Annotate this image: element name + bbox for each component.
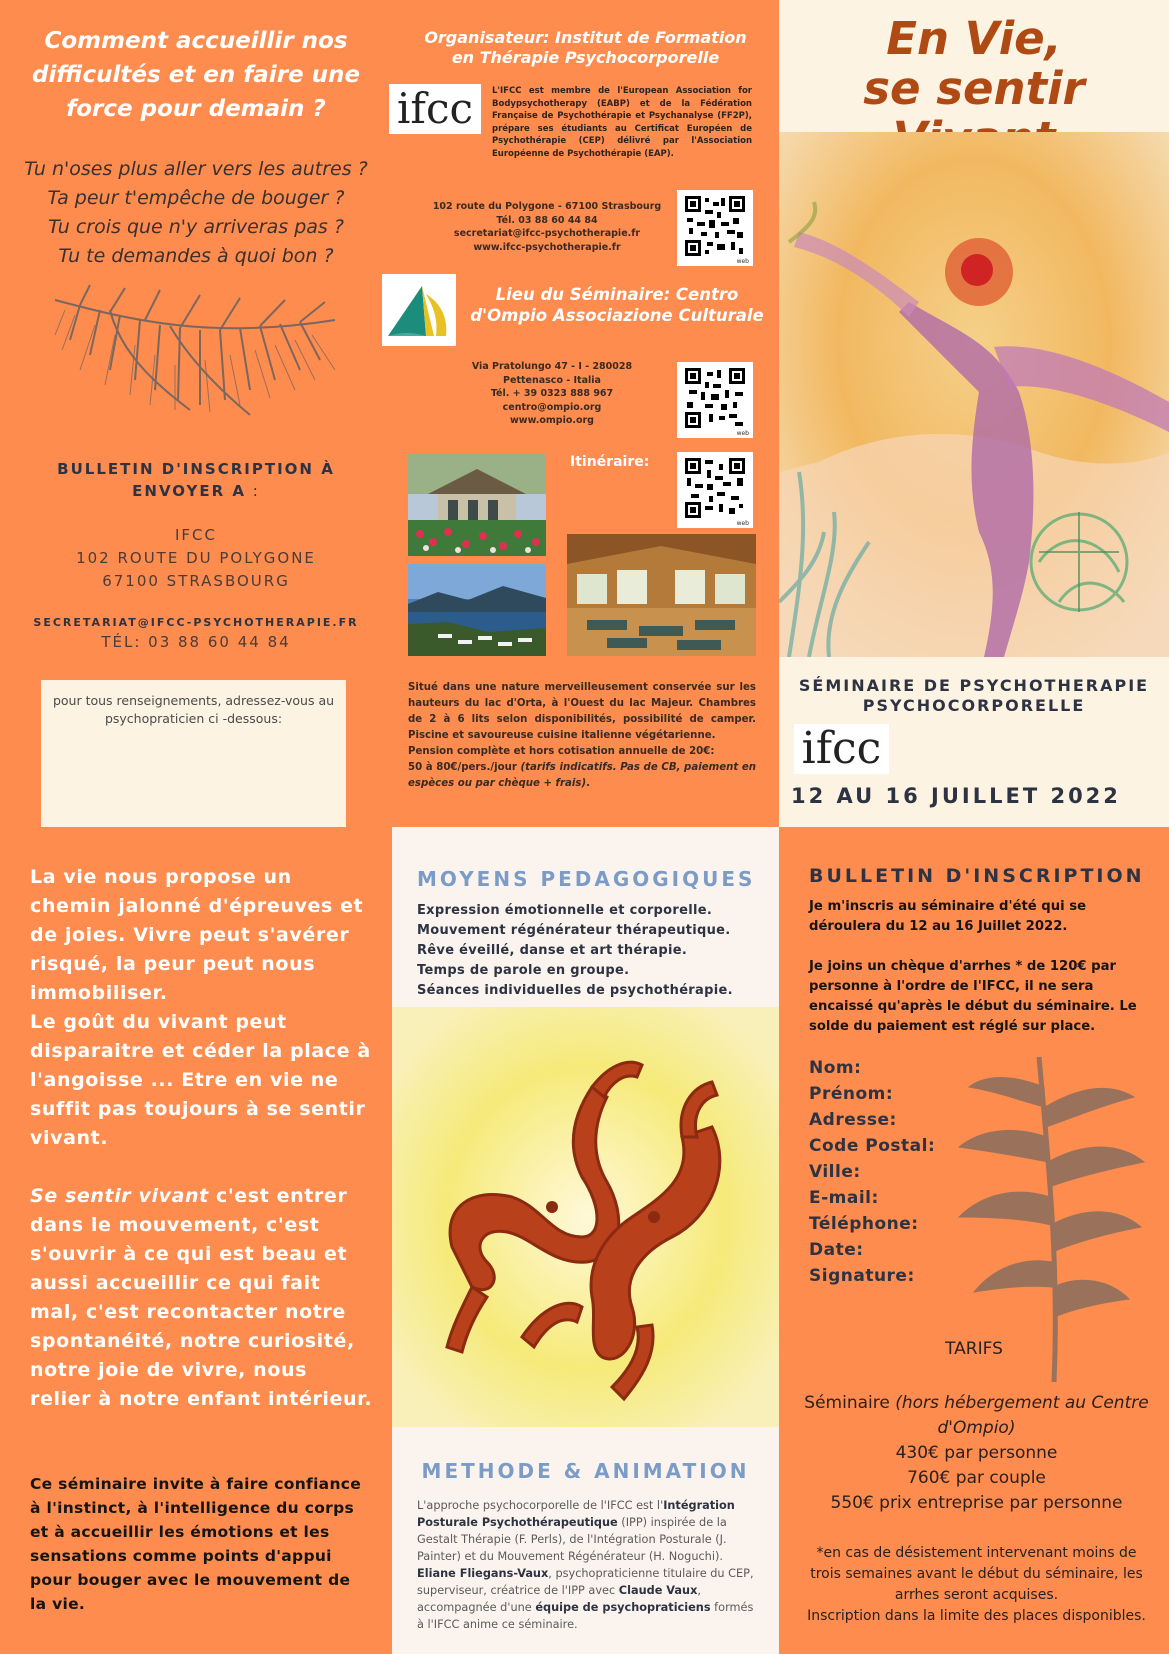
price-item: 760€ par couple xyxy=(907,1468,1046,1488)
form-field-nom[interactable]: Nom: xyxy=(809,1058,862,1078)
price-item: 430€ par personne xyxy=(895,1443,1058,1463)
methode-part: , accompagnée d'une xyxy=(417,1584,701,1614)
venue-contact-line[interactable]: www.ompio.org xyxy=(510,415,594,426)
title-line: Comment accueillir nos xyxy=(44,28,348,54)
intro-paragraph: La vie nous propose un chemin jalonné d'épreuves et de joies. Vivre peut s'avérer risqué, la peur peut nous immobiliser. xyxy=(30,866,364,1004)
qr-pattern-icon xyxy=(685,368,745,428)
registration-text xyxy=(809,897,1139,1037)
logo-text: ifcc xyxy=(801,723,882,774)
qr-label: web xyxy=(736,520,749,527)
moyens-item: Rêve éveillé, danse et art thérapie. xyxy=(417,943,688,958)
qr-label: web xyxy=(736,430,749,437)
form-field-date[interactable]: Date: xyxy=(809,1240,864,1260)
ompio-logo xyxy=(382,274,456,346)
heading-line: BULLETIN D'INSCRIPTION À xyxy=(57,460,335,478)
title-line: force pour demain ? xyxy=(66,96,326,122)
methode-part: L'approche psychocorporelle de l'IFCC est l' xyxy=(417,1499,664,1512)
registration-paragraph: Je m'inscris au séminaire d'été qui se déroulera du 12 au 16 Juillet 2022. xyxy=(809,899,1087,934)
methode-part: , psychopraticienne titulaire du CEP, superviseur, créatrice de l'IPP avec xyxy=(417,1567,754,1597)
seminaire-line xyxy=(804,1391,1149,1441)
top-middle-panel xyxy=(392,0,779,827)
address-line: 67100 STRASBOURG xyxy=(102,572,290,590)
bottom-left-panel xyxy=(0,827,392,1654)
seminaire-label: Séminaire xyxy=(804,1393,896,1413)
methode-text xyxy=(417,1497,762,1633)
venue-contact xyxy=(452,360,652,428)
address-line: IFCC xyxy=(175,526,217,544)
form-field-telephone[interactable]: Téléphone: xyxy=(809,1214,919,1234)
contact-line[interactable]: secretariat@ifcc-psychotherapie.fr xyxy=(453,228,641,239)
form-field-adresse[interactable]: Adresse: xyxy=(809,1110,897,1130)
practitioner-info-box[interactable] xyxy=(41,680,346,827)
methode-part: (IPP) inspirée de la Gestalt Thérapie (F. Perls), de l'Intégration Posturale (J. Painter) et du Mouvement Régénérateur (H. Noguchi). xyxy=(417,1516,727,1563)
moyens-item: Temps de parole en groupe. xyxy=(417,963,630,978)
organizer-heading xyxy=(392,28,779,68)
contact-email[interactable]: SECRETARIAT@IFCC-PSYCHOTHERAPIE.FR xyxy=(33,616,359,629)
qr-pattern-icon xyxy=(685,458,745,518)
venue-line: Lieu du Séminaire: Centro xyxy=(495,285,739,304)
organizer-line: en Thérapie Psychocorporelle xyxy=(451,48,720,67)
info-line: psychopraticien ci -dessous: xyxy=(104,711,283,726)
venue-contact-line[interactable]: centro@ompio.org xyxy=(502,401,602,413)
intro-text xyxy=(30,863,375,1414)
price-note: (tarifs indicatifs. Pas de CB, paiement en espèces ou par chèque + frais) xyxy=(408,762,756,789)
ifcc-logo-small xyxy=(794,724,889,774)
dancing-figure-painting xyxy=(779,132,1169,657)
bottom-middle-panel xyxy=(392,827,779,1654)
intro-rest: c'est entrer dans le mouvement, c'est s'ouvrir à ce qui est beau et aussi accueillir ce qui fait mal, c'est recontacter notre spontanéité, notre curiosité, notre joie de vivre, nous relier à notre enfant intérieur. xyxy=(30,1185,373,1410)
intro-paragraph: Le goût du vivant peut disparaitre et céder la place à l'angoisse ... Etre en vie ne suffit pas toujours à se sentir vivant. xyxy=(30,1011,371,1149)
tarifs-heading: TARIFS xyxy=(945,1339,1003,1359)
methode-team: équipe de psychopraticiens xyxy=(535,1601,711,1614)
ifcc-logo xyxy=(389,84,481,134)
methode-cofounder: Claude Vaux xyxy=(618,1584,698,1597)
title-line: difficultés et en faire une xyxy=(32,62,360,88)
intro-paragraph xyxy=(30,1182,375,1414)
venue-contact-line: Via Pratolungo 47 - I - 280028 xyxy=(471,361,633,372)
qr-pattern-icon xyxy=(685,196,745,256)
venue-description xyxy=(408,680,756,792)
venue-line: d'Ompio Associazione Culturale xyxy=(470,306,764,325)
methode-heading: METHODE & ANIMATION xyxy=(421,1459,750,1483)
lake-view-photo xyxy=(408,564,546,656)
pension-line: Pension complète et hors cotisation annuelle de 20€: xyxy=(408,746,715,757)
form-field-prenom[interactable]: Prénom: xyxy=(809,1084,894,1104)
venue-description-text: Situé dans une nature merveilleusement conservée sur les hauteurs du lac d'Orta, à l'Ouest du lac Majeur. Chambres de 2 à 6 lits selon disponibilités, possibilité de camper. Piscine et savoureuse cuisine italienne végétarienne. xyxy=(408,682,756,741)
question: Ta peur t'empêche de bouger ? xyxy=(47,187,345,209)
intro-question-title xyxy=(20,24,372,126)
logo-text: ifcc xyxy=(396,84,474,133)
emphasis: Se sentir vivant xyxy=(30,1185,209,1207)
moyens-heading: MOYENS PEDAGOGIQUES xyxy=(417,867,756,891)
meditation-hall-photo xyxy=(567,534,756,656)
form-field-signature[interactable]: Signature: xyxy=(809,1266,915,1286)
contact-line: Tél. 03 88 60 44 84 xyxy=(496,214,598,226)
organizer-line: Organisateur: Institut de Formation xyxy=(424,28,747,47)
form-field-code-postal[interactable]: Code Postal: xyxy=(809,1136,936,1156)
ifcc-contact xyxy=(432,200,662,254)
price-suffix: . xyxy=(586,778,590,789)
registration-form xyxy=(809,1055,1009,1289)
bulletin-send-heading xyxy=(20,458,372,502)
pine-branch-illustration xyxy=(50,280,340,420)
embracing-figures-painting xyxy=(392,1007,779,1427)
price-item: 550€ prix entreprise par personne xyxy=(830,1493,1123,1513)
seminar-line: PSYCHOCORPORELLE xyxy=(862,696,1086,715)
top-right-panel xyxy=(779,0,1169,827)
footnote: *en cas de désistement intervenant moins de trois semaines avant le début du séminaire, les arrhes seront acquises. xyxy=(810,1545,1143,1603)
methode-part: formés à l'IFCC anime ce séminaire. xyxy=(417,1601,754,1631)
main-title-line: En Vie, xyxy=(886,12,1062,65)
heading-colon: : xyxy=(246,482,260,500)
form-field-email[interactable]: E-mail: xyxy=(809,1188,879,1208)
venue-heading xyxy=(452,284,782,326)
info-line: pour tous renseignements, adressez-vous au xyxy=(52,693,335,708)
qr-label: web xyxy=(736,258,749,265)
contact-phone: TÉL: 03 88 60 44 84 xyxy=(101,633,291,651)
contact-line[interactable]: www.ifcc-psychotherapie.fr xyxy=(473,241,621,253)
moyens-item: Expression émotionnelle et corporelle. xyxy=(417,903,713,918)
seminar-line: SÉMINAIRE DE PSYCHOTHERAPIE xyxy=(798,676,1150,695)
itinerary-label: Itinéraire: xyxy=(570,454,650,470)
question-list xyxy=(20,155,372,271)
top-left-panel xyxy=(0,0,392,827)
heading-line: ENVOYER A xyxy=(132,482,247,500)
ompio-qr-code[interactable] xyxy=(677,362,753,438)
question: Tu crois que n'y arriveras pas ? xyxy=(48,216,344,238)
main-title-line: se sentir xyxy=(863,62,1085,115)
methode-founder: Eliane Fliegans-Vaux xyxy=(417,1567,549,1580)
address-line: 102 ROUTE DU POLYGONE xyxy=(76,549,316,567)
tarifs-block xyxy=(804,1391,1149,1516)
registration-heading: BULLETIN D'INSCRIPTION xyxy=(809,865,1145,887)
itinerary-qr-code[interactable] xyxy=(677,452,753,528)
seminaire-note: (hors hébergement au Centre d'Ompio) xyxy=(895,1393,1149,1438)
contact-line: 102 route du Polygone - 67100 Strasbourg xyxy=(432,201,662,212)
closing-statement: Ce séminaire invite à faire confiance à l'instinct, à l'intelligence du corps et à accueillir les émotions et les sensations comme points d'appui pour bouger avec le mouvement de la vie. xyxy=(30,1475,362,1613)
seminar-dates: 12 AU 16 JUILLET 2022 xyxy=(791,784,1121,808)
venue-contact-line: Pettenasco - Italia xyxy=(503,374,601,386)
postal-address xyxy=(20,524,372,593)
ifcc-description: L'IFCC est membre de l'European Association for Bodypsychotherapy (EABP) et de la Fédération Française de Psychothérapie et Psychanalyse (FF2P), prépare ses étudiants au Certificat Européen de Psychothérapie (CEP) délivré par l'Association Européenne de Psychothérapie (EAP). xyxy=(492,86,752,159)
moyens-list xyxy=(417,901,767,1001)
methode-ipp: Intégration Posturale Psychothérapeutique xyxy=(417,1499,735,1529)
cancellation-note xyxy=(804,1543,1149,1627)
inscription-note: Inscription dans la limite des places disponibles. xyxy=(807,1608,1146,1624)
question: Tu te demandes à quoi bon ? xyxy=(58,245,334,267)
registration-paragraph: Je joins un chèque d'arrhes * de 120€ par personne à l'ordre de l'IFCC, il ne sera encaissé qu'après le début du séminaire. Le solde du paiement est réglé sur place. xyxy=(809,959,1137,1034)
venue-contact-line: Tél. + 39 0323 888 967 xyxy=(490,388,614,399)
moyens-item: Mouvement régénérateur thérapeutique. xyxy=(417,923,731,938)
seminar-type xyxy=(779,676,1169,716)
moyens-item: Séances individuelles de psychothérapie. xyxy=(417,983,733,998)
garden-pavilion-photo xyxy=(408,454,546,556)
ifcc-qr-code[interactable] xyxy=(677,190,753,266)
price-line: 50 à 80€/pers./jour xyxy=(408,762,521,773)
bottom-right-panel xyxy=(779,827,1169,1654)
form-field-ville[interactable]: Ville: xyxy=(809,1162,861,1182)
question: Tu n'oses plus aller vers les autres ? xyxy=(24,158,368,180)
